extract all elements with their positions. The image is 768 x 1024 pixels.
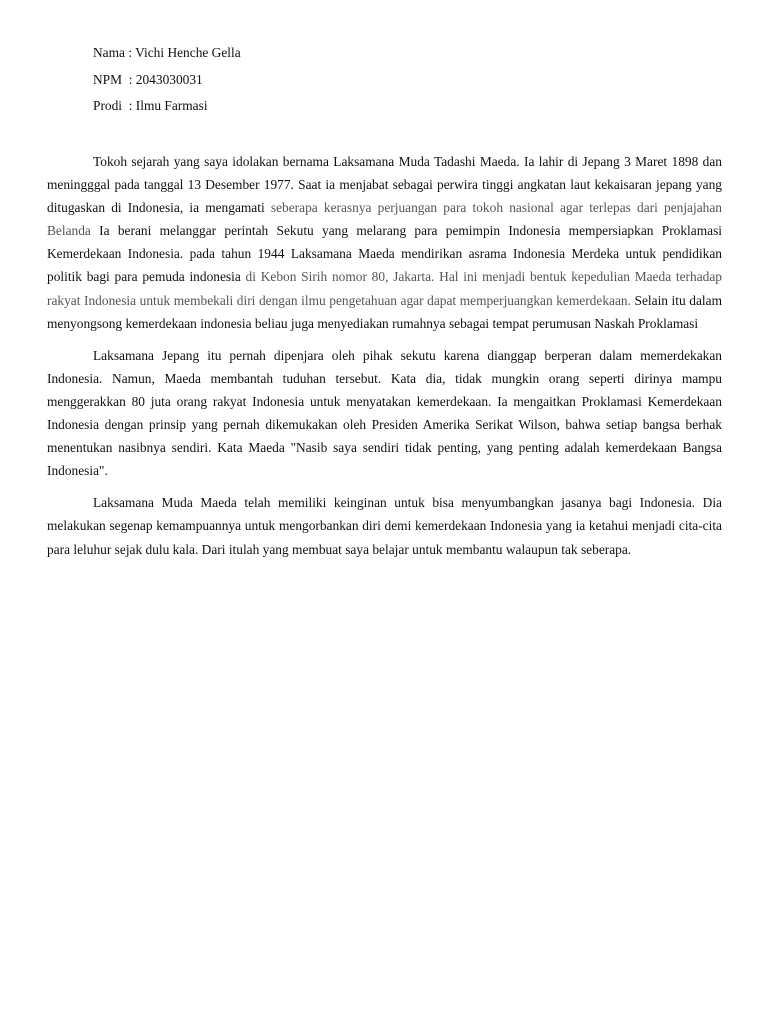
paragraph-1-segment-5: Selain itu dalam menyongsong kemerdekaan indonesia beliau juga menyediakan rumahnya sebagai tempat perumusan Naskah Proklamasi (47, 292, 722, 331)
student-info-header (93, 40, 241, 120)
paragraph-1-segment-4: di Kebon Sirih nomor 80, Jakarta. Hal ini menjadi bentuk kepedulian Maeda terhadap rakyat Indonesia untuk membekali diri dengan ilmu pengetahuan agar dapat memperjuangkan kemerdekaan. (47, 269, 722, 308)
paragraph-2-segment-1: Laksamana Jepang itu pernah dipenjara oleh pihak sekutu karena dianggap berperan dalam memerdekakan Indonesia. Namun, Maeda membantah tuduhan tersebut. Kata dia, tidak mungkin orang seperti dirinya mampu menggerakkan 80 juta orang rakyat Indonesia untuk menyatakan kemerdekaan. Ia mengaitkan Proklamasi Kemerdekaan Indonesia dengan prinsip yang pernah dikemukakan oleh Presiden Amerika Serikat Wilson, bahwa setiap bangsa berhak menentukan nasibnya sendiri. Kata Maeda "Nasib saya sendiri tidak penting, yang penting adalah kemerdekaan Bangsa Indonesia". (47, 347, 722, 479)
paragraph-3-segment-1: Laksamana Muda Maeda telah memiliki keinginan untuk bisa menyumbangkan jasanya bagi Indonesia. Dia melakukan segenap kemampuannya untuk mengorbankan diri demi kemerdekaan Indonesia yang ia ketahui menjadi cita-cita para leluhur sejak dulu kala. Dari itulah yang membuat saya belajar untuk membantu walaupun tak seberapa. (47, 495, 722, 557)
essay-body (47, 150, 722, 570)
prodi-line: Prodi : Ilmu Farmasi (93, 98, 208, 113)
paragraph-1-segment-2: seberapa kerasnya perjuangan para tokoh nasional agar terlepas dari penjajahan Belanda (47, 200, 723, 239)
paragraph-1-segment-1: Tokoh sejarah yang saya idolakan bernama Laksamana Muda Tadashi Maeda. Ia lahir di Jepang 3 Maret 1898 dan meningggal pada tanggal 13 Desember 1977. Saat ia menjabat sebagai perwira tinggi angkatan laut kekaisaran jepang yang ditugaskan di Indonesia, ia mengamati (47, 154, 722, 216)
paragraph-3 (47, 491, 722, 560)
paragraph-1 (47, 150, 722, 335)
name-line: Nama : Vichi Henche Gella (93, 45, 241, 60)
paragraph-1-segment-3: Ia berani melanggar perintah Sekutu yang melarang para pemimpin Indonesia mempersiapkan Proklamasi Kemerdekaan Indonesia. pada tahun 1944 Laksamana Maeda mendirikan asrama Indonesia Merdeka untuk pendidikan politik bagi para pemuda indonesia (47, 223, 722, 285)
npm-line: NPM : 2043030031 (93, 71, 203, 87)
paragraph-2 (47, 344, 722, 483)
